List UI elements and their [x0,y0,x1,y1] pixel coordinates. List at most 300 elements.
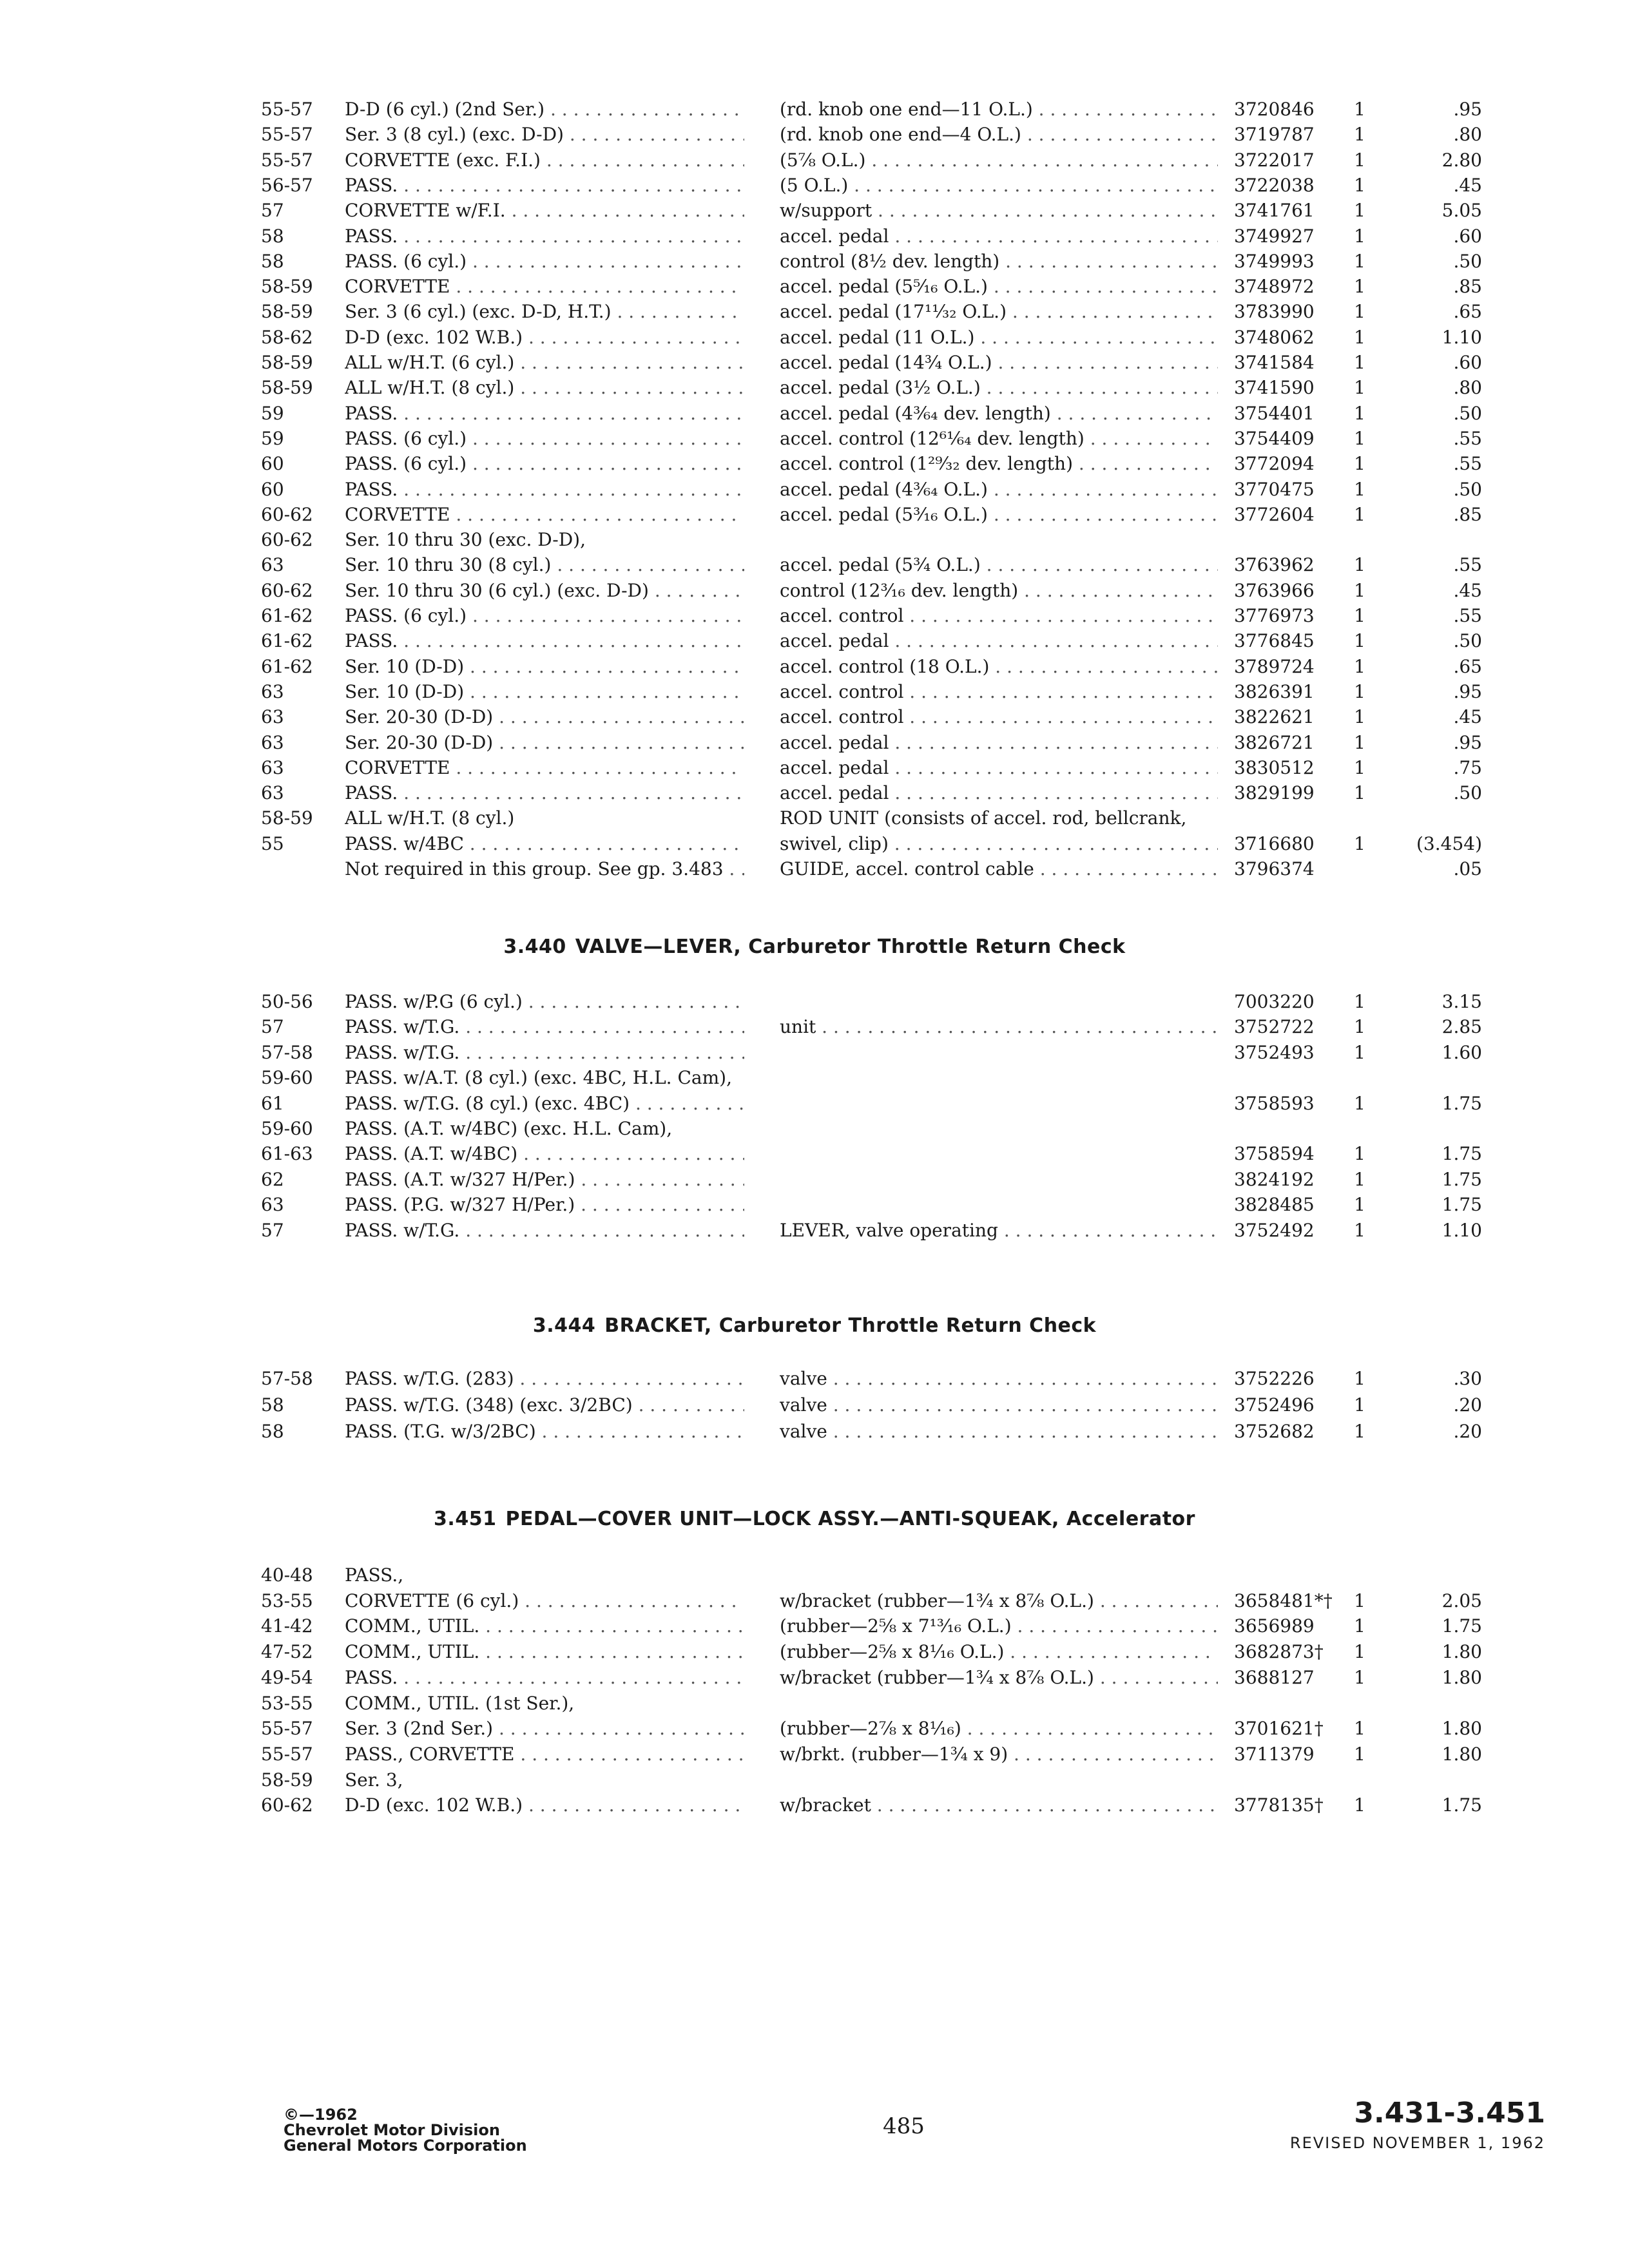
model-year: 63 [261,731,284,753]
part-number: 7003220 [1234,991,1315,1012]
table-row [0,1613,1629,1639]
quantity: 1 [1354,1666,1365,1688]
price: 2.85 [1441,1016,1482,1038]
price: .55 [1453,554,1482,576]
table-row [0,1141,1629,1167]
quantity: 1 [1354,250,1365,272]
part-number: 3722038 [1234,174,1315,196]
table-row [0,1691,1629,1716]
part-number: 3772604 [1234,503,1315,525]
quantity: 1 [1354,99,1365,120]
table-row [0,1562,1629,1588]
part-number: 3778135† [1234,1794,1324,1816]
quantity: 1 [1354,1194,1365,1216]
model-description: PASS. (A.T. w/4BC) (exc. H.L. Cam), [345,1118,673,1139]
model-year: 55-57 [261,99,313,120]
price: 1.80 [1441,1666,1482,1688]
quantity: 1 [1354,1718,1365,1740]
model-year: 58 [261,250,284,272]
model-description: Ser. 20-30 (D-D) . . . [345,704,744,730]
part-number: 3749993 [1234,250,1315,272]
part-number: 3824192 [1234,1168,1315,1190]
model-description: PASS. w/T.G. . . . [345,1040,744,1066]
price: .65 [1453,301,1482,323]
part-number: 3829199 [1234,782,1315,804]
quantity: 1 [1354,1394,1365,1416]
section-number: 3.444 [532,1314,596,1337]
model-description: ALL w/H.T. (8 cyl.) [345,807,515,829]
model-description: PASS. w/T.G. . . . [345,1218,744,1244]
model-description: Ser. 10 thru 30 (6 cyl.) (exc. D-D) . . . [345,578,744,604]
footer-revised: REVISED NOVEMBER 1, 1962 [1289,2134,1545,2152]
model-description: COMM., UTIL. . . . [345,1613,744,1639]
quantity: 1 [1354,1421,1365,1442]
model-year: 61-63 [261,1143,313,1165]
model-description: PASS. w/4BC . . . [345,831,744,857]
model-description: D-D (6 cyl.) (2nd Ser.) . . . [345,97,744,122]
model-year: 55-57 [261,149,313,171]
part-description: w/brkt. (rubber—1¾ x 9) . . . [780,1742,1218,1767]
model-description: PASS. (P.G. w/327 H/Per.) . . . [345,1192,744,1218]
model-description: PASS. (A.T. w/327 H/Per.) . . . [345,1167,744,1193]
table-row [0,274,1629,300]
part-description: accel. pedal (14¾ O.L.) . . . [780,350,1218,376]
part-number: 3752226 [1234,1368,1315,1389]
price: .30 [1453,1368,1482,1389]
part-number: 3758593 [1234,1092,1315,1114]
part-number: 3752722 [1234,1016,1315,1038]
part-description: (rubber—2⅞ x 8¹⁄₁₆) . . . [780,1716,1218,1742]
quantity: 1 [1354,503,1365,525]
model-year: 57 [261,1219,284,1241]
part-number: 3776973 [1234,605,1315,626]
part-number: 3826391 [1234,680,1315,702]
model-description: Ser. 10 thru 30 (exc. D-D), [345,529,586,551]
heading-3440 [0,936,1629,958]
section-number: 3.440 [503,936,566,958]
part-description: accel. pedal (11 O.L.) . . . [780,325,1218,351]
model-description: Ser. 3, [345,1769,403,1791]
table-row [0,502,1629,528]
part-description: w/bracket (rubber—1¾ x 8⅞ O.L.) . . . [780,1665,1218,1691]
table-row [0,1167,1629,1193]
quantity: 1 [1354,352,1365,373]
quantity: 1 [1354,756,1365,778]
model-year: 61 [261,1092,284,1114]
quantity: 1 [1354,377,1365,399]
quantity: 1 [1354,1641,1365,1663]
model-year: 56-57 [261,174,313,196]
part-description: accel. pedal (4³⁄₆₄ O.L.) . . . [780,477,1218,503]
model-year: 61-62 [261,630,313,652]
table-row [0,1639,1629,1665]
table-row [0,780,1629,806]
part-number: 3741761 [1234,200,1315,222]
model-year: 55-57 [261,1718,313,1740]
model-year: 57-58 [261,1368,313,1389]
section-title: BRACKET, Carburetor Throttle Return Check [604,1314,1097,1337]
model-description: CORVETTE . . . [345,274,744,300]
price: 5.05 [1441,200,1482,222]
part-description: accel. control (1²⁹⁄₃₂ dev. length) . . . [780,451,1218,477]
table-row [0,654,1629,680]
model-description: PASS. w/P.G (6 cyl.) . . . [345,989,744,1015]
part-description: accel. pedal (5³⁄₁₆ O.L.) . . . [780,502,1218,528]
price: 1.75 [1441,1168,1482,1190]
model-year: 63 [261,554,284,576]
part-number: 3716680 [1234,832,1315,854]
price: 1.60 [1441,1041,1482,1063]
part-description: accel. pedal (5⁵⁄₁₆ O.L.) . . . [780,274,1218,300]
table-row [0,730,1629,756]
model-description: Ser. 10 thru 30 (8 cyl.) . . . [345,552,744,578]
quantity: 1 [1354,174,1365,196]
part-number: 3722017 [1234,149,1315,171]
quantity: 1 [1354,1143,1365,1165]
model-description: Not required in this group. See gp. 3.483 . . . [345,856,744,882]
model-year: 60-62 [261,1794,313,1816]
model-year: 55-57 [261,124,313,146]
part-description: valve . . . [780,1419,1218,1445]
table-row [0,603,1629,629]
part-number: 3711379 [1234,1743,1315,1765]
table-row [0,1040,1629,1066]
table-row [0,1392,1629,1418]
part-number: 3826721 [1234,731,1315,753]
section-title: PEDAL—COVER UNIT—LOCK ASSY.—ANTI-SQUEAK, Accelerator [505,1508,1195,1530]
part-number: 3754401 [1234,402,1315,424]
model-year: 55-57 [261,1743,313,1765]
table-row [0,1588,1629,1614]
part-description: valve . . . [780,1366,1218,1392]
price: .50 [1453,478,1482,500]
part-description: accel. control . . . [780,603,1218,629]
quantity: 1 [1354,427,1365,449]
price: .50 [1453,402,1482,424]
price: .75 [1453,756,1482,778]
model-year: 60 [261,478,284,500]
table-row [0,527,1629,553]
table-row [0,1767,1629,1793]
quantity: 1 [1354,1092,1365,1114]
model-year: 58 [261,1394,284,1416]
quantity: 1 [1354,655,1365,677]
section-title: VALVE—LEVER, Carburetor Throttle Return Check [575,936,1126,958]
price: 1.80 [1441,1718,1482,1740]
model-year: 59 [261,427,284,449]
model-description: CORVETTE (exc. F.I.) . . . [345,148,744,173]
part-description: accel. pedal (5³⁄₄ O.L.) . . . [780,552,1218,578]
model-description: Ser. 3 (6 cyl.) (exc. D-D, H.T.) . . . [345,299,744,325]
part-description: accel. pedal . . . [780,224,1218,249]
quantity: 1 [1354,1016,1365,1038]
price: .45 [1453,706,1482,728]
part-number: 3754409 [1234,427,1315,449]
quantity: 1 [1354,706,1365,728]
part-number: 3720846 [1234,99,1315,120]
model-year: 63 [261,756,284,778]
part-number: 3752682 [1234,1421,1315,1442]
model-description: PASS. (6 cyl.) . . . [345,249,744,274]
part-number: 3656989 [1234,1615,1315,1637]
model-description: Ser. 10 (D-D) . . . [345,654,744,680]
part-number: 3830512 [1234,756,1315,778]
model-description: PASS. . . . [345,401,744,427]
price: .95 [1453,731,1482,753]
model-description: Ser. 10 (D-D) . . . [345,679,744,705]
price: 1.75 [1441,1615,1482,1637]
price: .45 [1453,174,1482,196]
part-number: 3752496 [1234,1394,1315,1416]
model-year: 60-62 [261,503,313,525]
model-description: Ser. 20-30 (D-D) . . . [345,730,744,756]
price: 1.80 [1441,1641,1482,1663]
price: .20 [1453,1394,1482,1416]
part-number: 3752493 [1234,1041,1315,1063]
part-description: w/bracket . . . [780,1792,1218,1818]
model-description: PASS. . . . [345,477,744,503]
part-description: valve . . . [780,1392,1218,1418]
price: .85 [1453,276,1482,298]
table-row [0,1116,1629,1142]
price: 2.05 [1441,1590,1482,1611]
model-description: CORVETTE (6 cyl.) . . . [345,1588,744,1614]
price: .60 [1453,352,1482,373]
quantity: 1 [1354,149,1365,171]
price: .55 [1453,427,1482,449]
part-number: 3752492 [1234,1219,1315,1241]
part-number: 3688127 [1234,1666,1315,1688]
price: .50 [1453,782,1482,804]
part-number: 3776845 [1234,630,1315,652]
table-row [0,198,1629,224]
quantity: 1 [1354,478,1365,500]
model-description: PASS. . . . [345,1665,744,1691]
footer-division: Chevrolet Motor Division [284,2121,500,2139]
part-description: (5⅞ O.L.) . . . [780,148,1218,173]
model-year: 47-52 [261,1641,313,1663]
quantity: 1 [1354,301,1365,323]
model-description: COMM., UTIL. . . . [345,1639,744,1665]
quantity: 1 [1354,276,1365,298]
heading-3451 [0,1508,1629,1530]
table-row [0,325,1629,351]
model-year: 58-59 [261,301,313,323]
part-description: accel. pedal (17¹¹⁄₃₂ O.L.) . . . [780,299,1218,325]
model-year: 58-59 [261,377,313,399]
footer-section-range: 3.431-3.451 [1354,2097,1545,2129]
price: .85 [1453,503,1482,525]
table-row [0,249,1629,274]
model-description: PASS., [345,1564,404,1586]
price: 1.75 [1441,1194,1482,1216]
quantity: 1 [1354,1794,1365,1816]
model-description: Ser. 3 (2nd Ser.) . . . [345,1716,744,1742]
part-number: 3796374 [1234,858,1315,879]
part-description: accel. control . . . [780,704,1218,730]
table-row [0,1792,1629,1818]
table-row [0,451,1629,477]
price: .60 [1453,225,1482,247]
part-description: LEVER, valve operating . . . [780,1218,1218,1244]
price: .95 [1453,99,1482,120]
part-number: 3741584 [1234,352,1315,373]
price: .45 [1453,579,1482,601]
part-description: (5 O.L.) . . . [780,173,1218,198]
model-year: 50-56 [261,991,313,1012]
quantity: 1 [1354,1590,1365,1611]
table-row [0,1716,1629,1742]
model-year: 59-60 [261,1067,313,1089]
quantity: 1 [1354,579,1365,601]
model-year: 49-54 [261,1666,313,1688]
part-description: (rubber—2⅝ x 7¹³⁄₁₆ O.L.) . . . [780,1613,1218,1639]
model-year: 59 [261,402,284,424]
table-row [0,148,1629,173]
table-row [0,989,1629,1015]
model-description: PASS. w/T.G. (348) (exc. 3/2BC) . . . [345,1392,744,1418]
quantity: 1 [1354,453,1365,475]
model-description: PASS. w/T.G. (8 cyl.) (exc. 4BC) . . . [345,1091,744,1117]
table-row [0,831,1629,857]
part-description: ROD UNIT (consists of accel. rod, bellcrank, [780,807,1187,829]
table-row [0,1742,1629,1767]
part-description: accel. pedal . . . [780,628,1218,654]
table-row [0,224,1629,249]
heading-3444 [0,1314,1629,1337]
model-description: ALL w/H.T. (6 cyl.) . . . [345,350,744,376]
quantity: 1 [1354,402,1365,424]
part-description: accel. pedal . . . [780,780,1218,806]
table-row [0,1218,1629,1244]
part-description: unit . . . [780,1014,1218,1040]
price: 2.80 [1441,149,1482,171]
table-row [0,1091,1629,1117]
model-year: 41-42 [261,1615,313,1637]
table-row [0,805,1629,831]
model-year: 62 [261,1168,284,1190]
table-row [0,97,1629,122]
model-year: 58-59 [261,352,313,373]
part-description: accel. pedal . . . [780,730,1218,756]
model-description: PASS. . . . [345,224,744,249]
part-description: (rubber—2⅝ x 8¹⁄₁₆ O.L.) . . . [780,1639,1218,1665]
quantity: 1 [1354,225,1365,247]
table-row [0,401,1629,427]
model-description: PASS. w/T.G. (283) . . . [345,1366,744,1392]
table-row [0,122,1629,148]
model-year: 55 [261,832,284,854]
table-row [0,1665,1629,1691]
part-number: 3772094 [1234,453,1315,475]
part-description: accel. pedal (3½ O.L.) . . . [780,375,1218,401]
part-description: accel. control . . . [780,679,1218,705]
model-description: PASS. w/A.T. (8 cyl.) (exc. 4BC, H.L. Cam), [345,1067,732,1089]
quantity: 1 [1354,630,1365,652]
model-year: 53-55 [261,1590,313,1611]
price: .80 [1453,124,1482,146]
price: .05 [1453,858,1482,879]
price: 1.75 [1441,1092,1482,1114]
model-year: 57 [261,200,284,222]
price: 1.75 [1441,1143,1482,1165]
model-description: PASS. . . . [345,173,744,198]
model-year: 58-59 [261,1769,313,1791]
part-description: accel. pedal (4³⁄₆₄ dev. length) . . . [780,401,1218,427]
model-description: PASS. (6 cyl.) . . . [345,451,744,477]
price: .20 [1453,1421,1482,1442]
price: .55 [1453,605,1482,626]
price: .65 [1453,655,1482,677]
model-year: 58 [261,1421,284,1442]
model-description: PASS. w/T.G. . . . [345,1014,744,1040]
quantity: 1 [1354,680,1365,702]
table-row [0,856,1629,882]
quantity: 1 [1354,326,1365,348]
part-description: (rd. knob one end—4 O.L.) . . . [780,122,1218,148]
part-number: 3682873† [1234,1641,1324,1663]
footer-copyright: ©—1962 [284,2106,358,2124]
model-year: 60-62 [261,579,313,601]
price: .50 [1453,630,1482,652]
table-row [0,755,1629,781]
part-number: 3783990 [1234,301,1315,323]
model-description: ALL w/H.T. (8 cyl.) . . . [345,375,744,401]
table-row [0,477,1629,503]
model-description: COMM., UTIL. (1st Ser.), [345,1692,575,1714]
model-description: CORVETTE . . . [345,755,744,781]
price: .80 [1453,377,1482,399]
table-row [0,375,1629,401]
model-year: 58 [261,225,284,247]
table-row [0,350,1629,376]
model-description: Ser. 3 (8 cyl.) (exc. D-D) . . . [345,122,744,148]
quantity: 1 [1354,731,1365,753]
part-number: 3741590 [1234,377,1315,399]
table-row [0,704,1629,730]
price: 1.10 [1441,1219,1482,1241]
part-description: GUIDE, accel. control cable . . . [780,856,1218,882]
quantity: 1 [1354,605,1365,626]
part-number: 3763966 [1234,579,1315,601]
price: .50 [1453,250,1482,272]
model-description: CORVETTE . . . [345,502,744,528]
part-description: accel. control (12⁶¹⁄₆₄ dev. length) . . . [780,426,1218,452]
model-description: PASS. (A.T. w/4BC) . . . [345,1141,744,1167]
model-year: 63 [261,706,284,728]
table-row [0,628,1629,654]
quantity: 1 [1354,1041,1365,1063]
price: .95 [1453,680,1482,702]
price: (3.454) [1416,832,1482,854]
part-number: 3749927 [1234,225,1315,247]
part-number: 3828485 [1234,1194,1315,1216]
quantity: 1 [1354,1615,1365,1637]
quantity: 1 [1354,782,1365,804]
table-row [0,1065,1629,1091]
table-row [0,679,1629,705]
price: 1.75 [1441,1794,1482,1816]
model-year: 58-59 [261,807,313,829]
model-year: 61-62 [261,605,313,626]
footer-page-number: 485 [883,2113,925,2139]
model-year: 57-58 [261,1041,313,1063]
table-row [0,1014,1629,1040]
part-description: w/bracket (rubber—1¾ x 8⅞ O.L.) . . . [780,1588,1218,1614]
model-year: 57 [261,1016,284,1038]
section-number: 3.451 [434,1508,497,1530]
part-description: control (12³⁄₁₆ dev. length) . . . [780,578,1218,604]
